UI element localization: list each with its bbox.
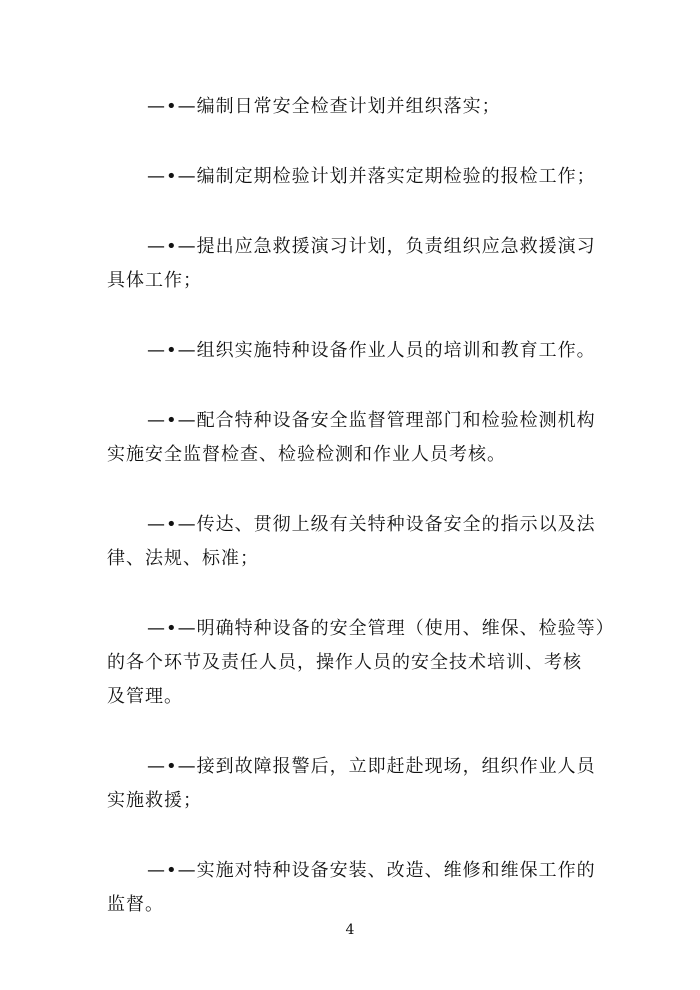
bullet-prefix: —•— [147, 410, 197, 431]
paragraph-line: —•—提出应急救援演习计划，负责组织应急救援演习 [147, 236, 596, 257]
bullet-prefix: —•— [147, 236, 197, 257]
document-body [107, 90, 615, 958]
paragraph-line: —•—编制定期检验计划并落实定期检验的报检工作； [147, 166, 596, 187]
paragraph-line: 律、法规、标准； [107, 548, 259, 569]
paragraph-line: —•—传达、贯彻上级有关特种设备安全的指示以及法 [147, 514, 596, 535]
page-number: 4 [345, 922, 355, 938]
list-item [107, 750, 597, 818]
bullet-prefix: —•— [147, 514, 197, 535]
paragraph-line: 具体工作； [107, 270, 202, 291]
paragraph-line: 实施救援； [107, 790, 202, 811]
list-item [107, 854, 597, 922]
paragraph-line: —•—实施对特种设备安装、改造、维修和维保工作的 [147, 860, 596, 881]
paragraph-line: 的各个环节及责任人员，操作人员的安全技术培训、考核 [107, 652, 582, 673]
list-item [107, 612, 615, 714]
bullet-prefix: —•— [147, 756, 197, 777]
paragraph-line: —•—编制日常安全检查计划并组织落实； [147, 96, 501, 117]
paragraph-line: —•—接到故障报警后，立即赶赴现场，组织作业人员 [147, 756, 596, 777]
paragraph-line: —•—组织实施特种设备作业人员的培训和教育工作。 [147, 340, 596, 361]
paragraph-line: 实施安全监督检查、检验检测和作业人员考核。 [107, 444, 506, 465]
paragraph-line: 监督。 [107, 894, 164, 915]
paragraph-line: 及管理。 [107, 686, 183, 707]
paragraph-line: —•—明确特种设备的安全管理（使用、维保、检验等） [147, 618, 615, 639]
bullet-prefix: —•— [147, 860, 197, 881]
bullet-prefix: —•— [147, 166, 197, 187]
bullet-prefix: —•— [147, 340, 197, 361]
list-item [107, 334, 597, 368]
list-item [107, 160, 597, 194]
list-item [107, 90, 597, 124]
list-item [107, 230, 597, 298]
bullet-prefix: —•— [147, 618, 197, 639]
bullet-prefix: —•— [147, 96, 197, 117]
paragraph-line: —•—配合特种设备安全监督管理部门和检验检测机构 [147, 410, 596, 431]
list-item [107, 508, 597, 576]
list-item [107, 404, 597, 472]
